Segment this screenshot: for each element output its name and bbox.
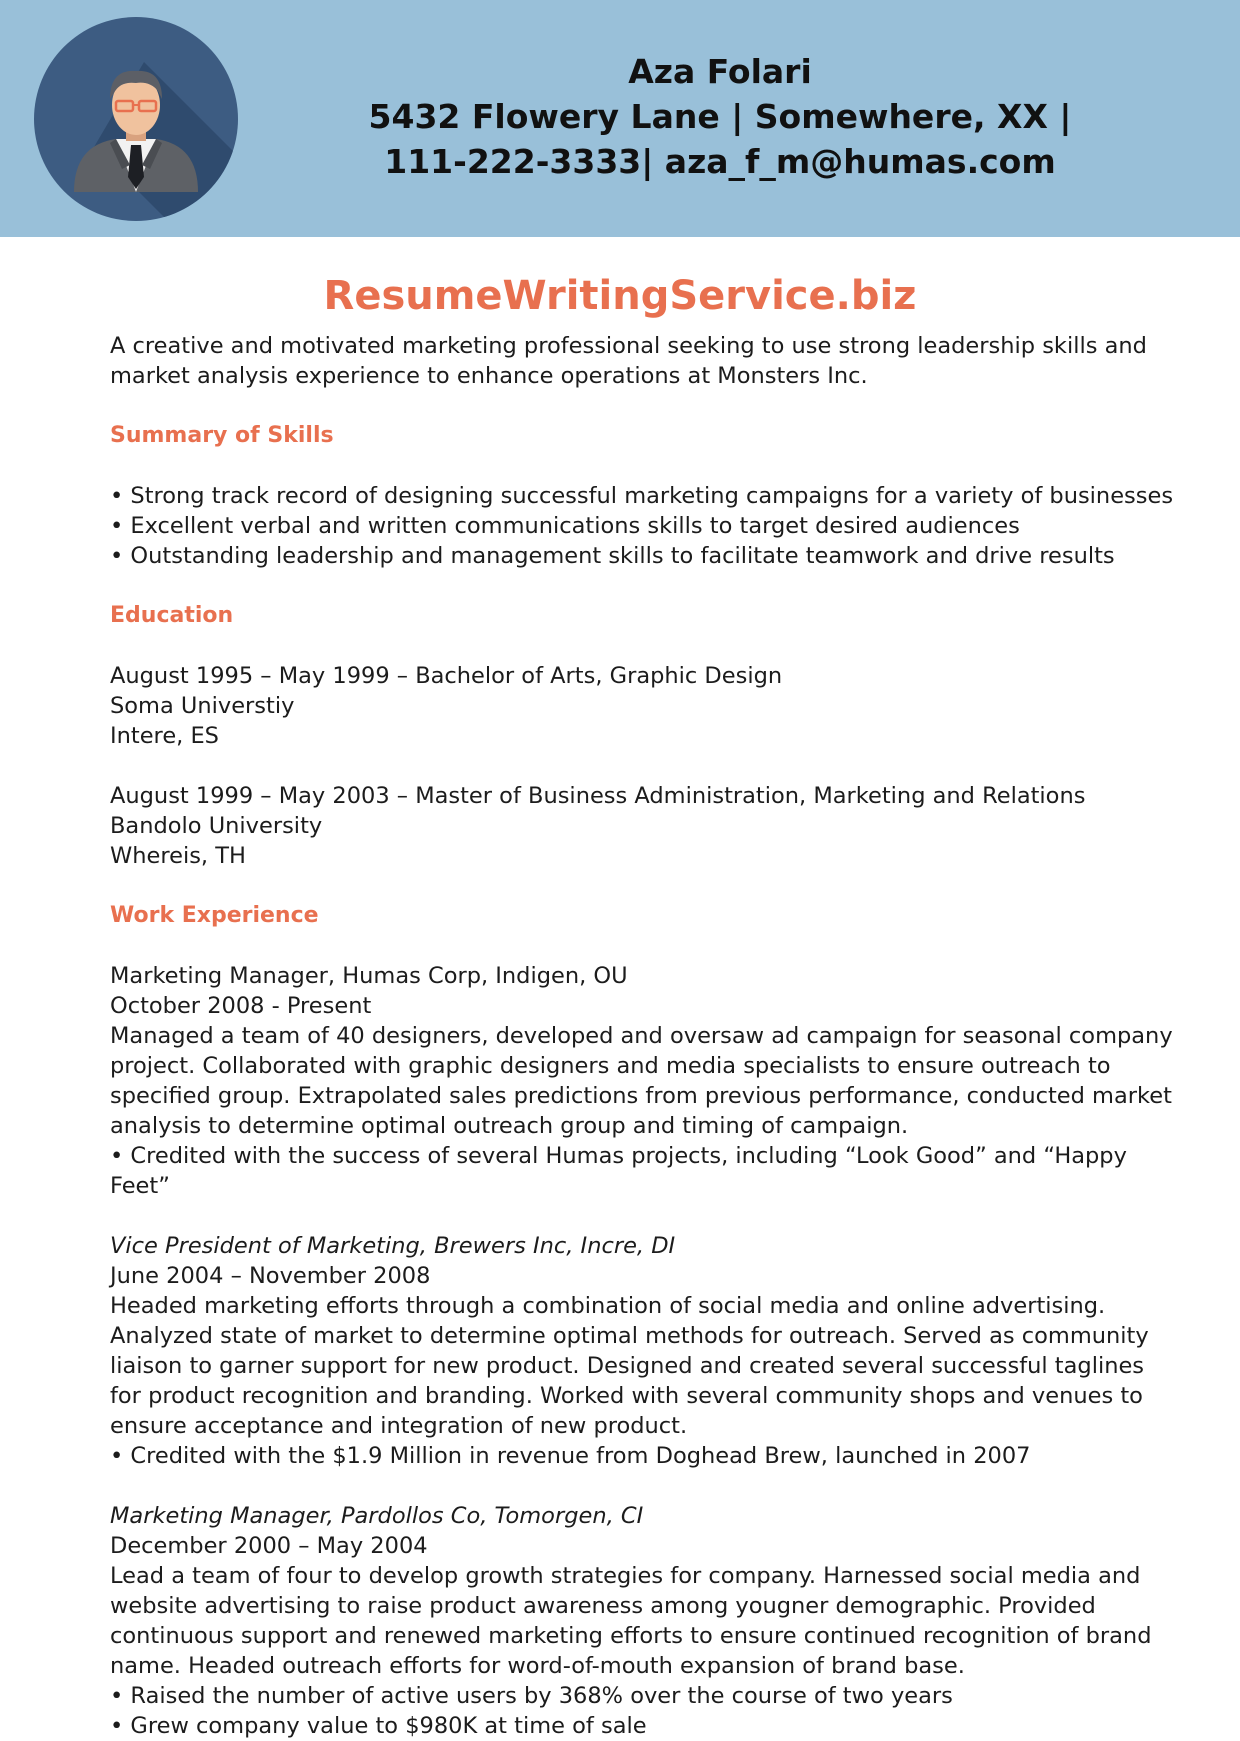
education-degree: August 1995 – May 1999 – Bachelor of Arts, Graphic Design <box>110 663 783 689</box>
education-school: Bandolo University <box>110 813 323 839</box>
job-bullet: • Raised the number of active users by 368% over the course of two years <box>110 1683 953 1709</box>
education-location: Whereis, TH <box>110 843 246 869</box>
job-bullet: • Credited with the success of several Humas projects, including “Look Good” and “Happy Feet” <box>110 1143 1127 1199</box>
objective-text: A creative and motivated marketing professional seeking to use strong leadership skills and market analysis experience to enhance operations at Monsters Inc. <box>110 333 1147 389</box>
job-description: Lead a team of four to develop growth strategies for company. Harnessed social media and website advertising to raise product awareness among yougner demographic. Provided continuous support and renewed marketing efforts to ensure continued recognition of brand name. Headed outreach efforts for word-of-mouth expansion of brand base. <box>110 1563 1152 1679</box>
job-description: Headed marketing efforts through a combination of social media and online advertising. Analyzed state of market to determine optimal methods for outreach. Served as community liaison to garner support for new product. Designed and created several successful taglines for product recognition and branding. Worked with several community shops and venues to ensure acceptance and integration of new product. <box>110 1293 1149 1439</box>
skill-item: • Excellent verbal and written communications skills to target desired audiences <box>110 513 1020 539</box>
job-description: Managed a team of 40 designers, developed and oversaw ad campaign for seasonal company project. Collaborated with graphic designers and media specialists to ensure outreach to specified group. Extrapolated sales predictions from previous performance, conducted market analysis to determine optimal outreach group and timing of campaign. <box>110 1023 1173 1139</box>
resume-body <box>110 331 1180 1741</box>
section-heading-skills: Summary of Skills <box>110 423 334 448</box>
avatar-icon <box>34 17 238 221</box>
job-bullet: • Credited with the $1.9 Million in revenue from Doghead Brew, launched in 2007 <box>110 1443 1031 1469</box>
section-heading-education: Education <box>110 603 234 628</box>
skill-item: • Outstanding leadership and management skills to facilitate teamwork and drive results <box>110 543 1115 569</box>
job-dates: June 2004 – November 2008 <box>110 1263 431 1289</box>
brand-title: ResumeWritingService.biz <box>323 273 917 319</box>
candidate-name: Aza Folari <box>628 52 812 91</box>
job-title: Marketing Manager, Pardollos Co, Tomorgen, CI <box>110 1503 644 1529</box>
job-title: Marketing Manager, Humas Corp, Indigen, OU <box>110 963 628 989</box>
address-line: 5432 Flowery Lane | Somewhere, XX | <box>368 97 1072 136</box>
section-heading-experience: Work Experience <box>110 903 319 928</box>
skill-item: • Strong track record of designing successful marketing campaigns for a variety of businesses <box>110 483 1174 509</box>
job-dates: December 2000 – May 2004 <box>110 1533 428 1559</box>
header-band <box>0 0 1240 237</box>
education-location: Intere, ES <box>110 723 219 749</box>
job-bullet: • Grew company value to $980K at time of sale <box>110 1713 647 1739</box>
education-school: Soma Universtiy <box>110 693 295 719</box>
education-degree: August 1999 – May 2003 – Master of Business Administration, Marketing and Relations <box>110 783 1086 809</box>
job-title: Vice President of Marketing, Brewers Inc, Incre, DI <box>110 1233 676 1259</box>
job-dates: October 2008 - Present <box>110 993 372 1019</box>
contact-line: 111-222-3333| aza_f_m@humas.com <box>384 142 1056 181</box>
